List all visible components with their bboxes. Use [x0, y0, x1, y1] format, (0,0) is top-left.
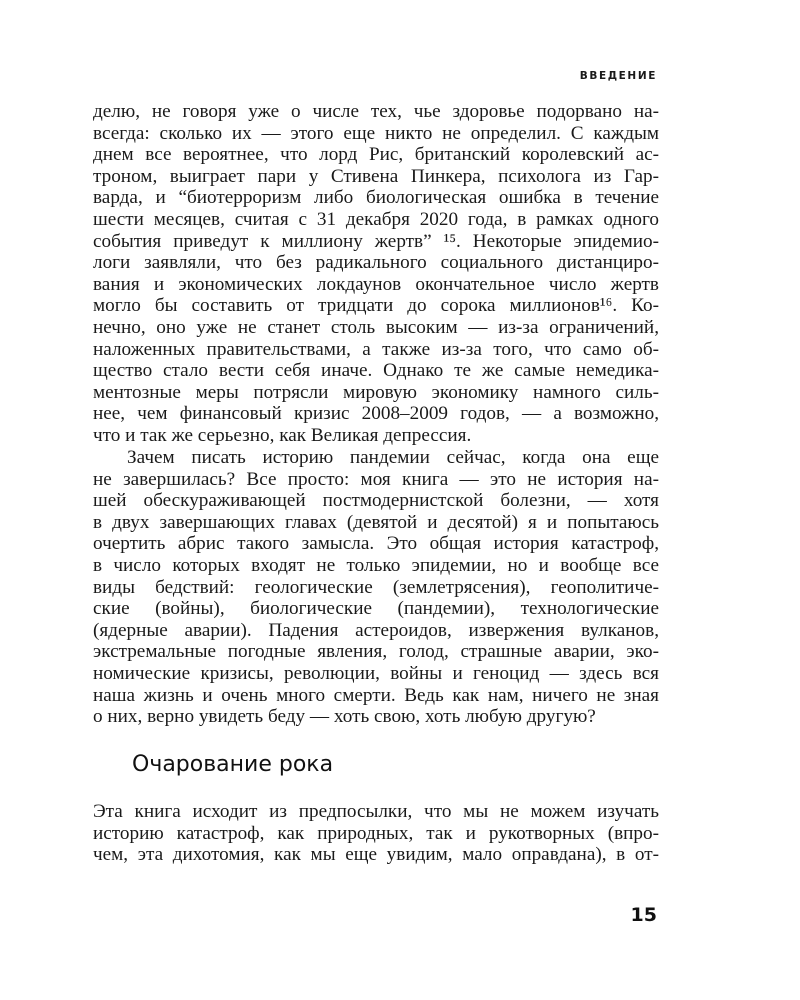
text-line: логи заявляли, что без радикального социального дистанциро- — [93, 252, 659, 274]
text-line: наша жизнь и очень много смерти. Ведь как нам, ничего не зная — [93, 684, 659, 706]
text-line: ские (войны), биологические (пандемии), технологические — [93, 598, 659, 620]
text-line: чем, эта дихотомия, как мы еще увидим, мало оправдана), в от- — [93, 844, 659, 866]
page-number: 15 — [630, 904, 657, 926]
text-line: Зачем писать историю пандемии сейчас, когда она еще — [127, 447, 659, 468]
text-line: события приведут к миллиону жертв” ¹⁵. Некоторые эпидемио- — [93, 230, 659, 252]
text-line: очертить абрис такого замысла. Это общая история катастроф, — [93, 533, 659, 555]
text-line: шей обескураживающей постмодернистской болезни, — хотя — [93, 490, 659, 512]
text-line: не завершилась? Все просто: моя книга — это не история на- — [93, 468, 659, 490]
text-line: щество стало вести себя иначе. Однако те же самые немедика- — [93, 360, 659, 382]
text-line: ментозные меры потрясли мировую экономику намного силь- — [93, 381, 659, 403]
text-line: виды бедствий: геологические (землетрясения), геополитиче- — [93, 576, 659, 598]
text-line: Эта книга исходит из предпосылки, что мы не можем изучать — [93, 801, 659, 822]
text-line: варда, и “биотерроризм либо биологическая ошибка в течение — [93, 187, 659, 209]
text-line: шести месяцев, считая с 31 декабря 2020 года, в рамках одного — [93, 208, 659, 230]
paragraph-3 — [93, 801, 659, 866]
paragraph-1 — [93, 101, 659, 447]
section-heading: Очарование рока — [132, 752, 334, 777]
text-line: нечно, оно уже не станет столь высоким — из-за ограничений, — [93, 316, 659, 338]
text-line: делю, не говоря уже о числе тех, чье здоровье подорвано на- — [93, 101, 659, 122]
text-line: номические кризисы, революции, войны и геноцид — здесь вся — [93, 662, 659, 684]
text-line: троном, выиграет пари у Стивена Пинкера, психолога из Гар- — [93, 165, 659, 187]
text-line: наложенных правительствами, а также из-за того, что само об- — [93, 338, 659, 360]
paragraph-2 — [93, 447, 659, 728]
text-line: экстремальные погодные явления, голод, страшные аварии, эко- — [93, 641, 659, 663]
text-line: историю катастроф, как природных, так и рукотворных (впро- — [93, 822, 659, 844]
text-line: в двух завершающих главах (девятой и десятой) я и попытаюсь — [93, 511, 659, 533]
text-line: всегда: сколько их — этого еще никто не определил. С каждым — [93, 122, 659, 144]
text-line: могло бы составить от тридцати до сорока миллионов¹⁶. Ко- — [93, 295, 659, 317]
text-line: о них, верно увидеть беду — хоть свою, хоть любую другую? — [93, 706, 596, 728]
text-line: что и так же серьезно, как Великая депрессия. — [93, 424, 472, 446]
text-line: в число которых входят не только эпидемии, но и вообще все — [93, 554, 659, 576]
running-head: ВВЕДЕНИЕ — [579, 70, 657, 82]
text-line: (ядерные аварии). Падения астероидов, извержения вулканов, — [93, 619, 659, 641]
text-line: нее, чем финансовый кризис 2008–2009 годов, — а возможно, — [93, 403, 659, 425]
text-line: днем все вероятнее, что лорд Рис, британский королевский ас- — [93, 144, 659, 166]
text-line: вания и экономических локдаунов окончательное число жертв — [93, 273, 659, 295]
